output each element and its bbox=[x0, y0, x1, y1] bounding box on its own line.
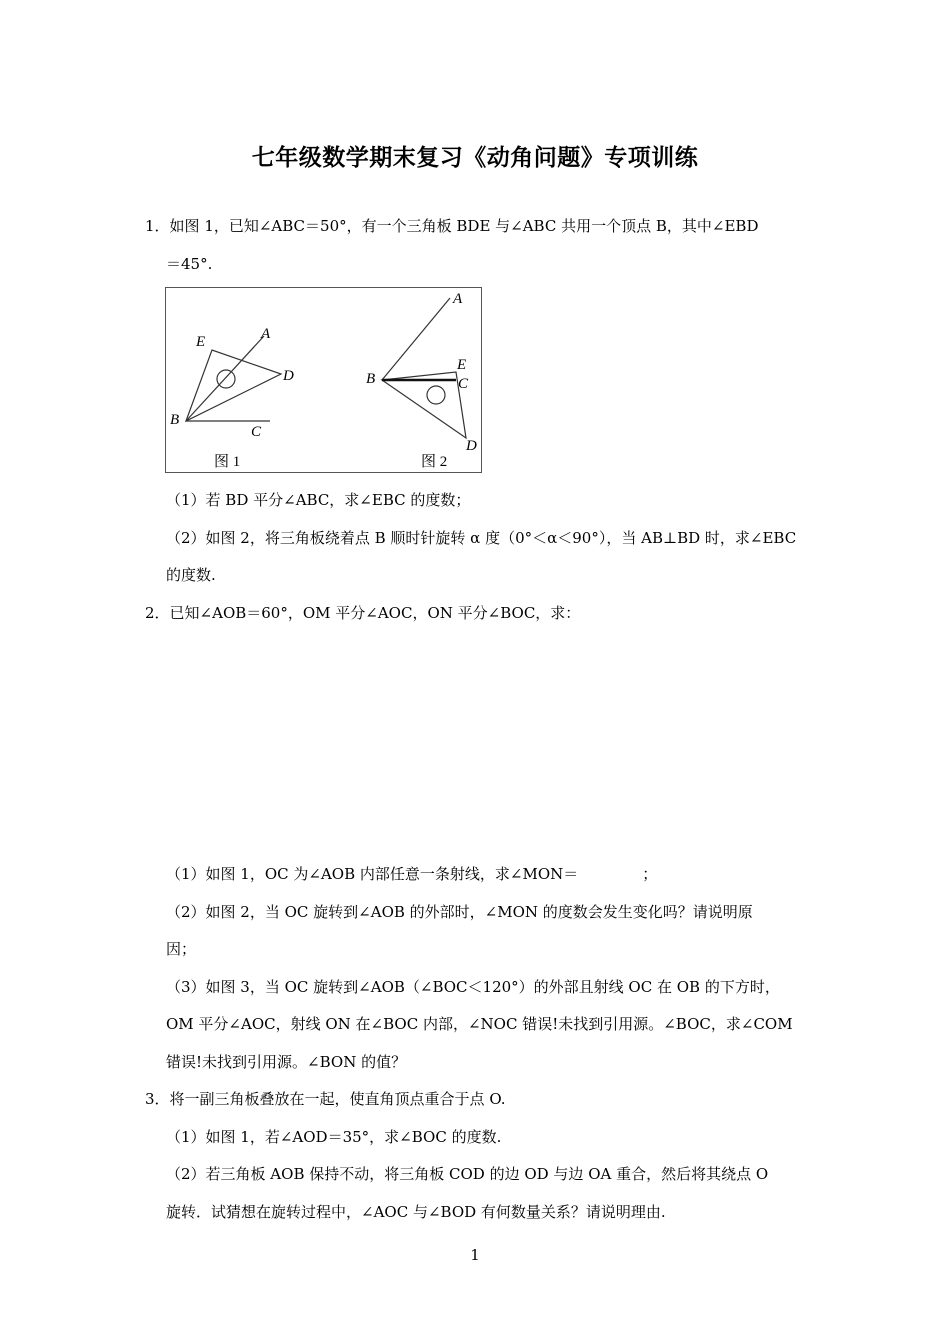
q2-part3-line2: OM 平分∠AOC，射线 ON 在∠BOC 内部，∠NOC 错误!未找到引用源。∠BOC，求∠COM bbox=[166, 1015, 793, 1033]
page-title: 七年级数学期末复习《动角问题》专项训练 bbox=[251, 145, 699, 171]
fig1-label-D: D bbox=[283, 368, 294, 384]
fig1-label-C: C bbox=[251, 424, 262, 440]
fig1-label-A: A bbox=[261, 326, 271, 342]
q3-line1 bbox=[145, 1089, 506, 1109]
q2-part3-line3: 错误!未找到引用源。∠BON 的值？ bbox=[166, 1053, 407, 1071]
q1-number: 1． bbox=[145, 217, 170, 235]
q1-part2-line1: （2）如图 2，将三角板绕着点 B 顺时针旋转 α 度（0°＜α＜90°），当 AB⊥BD 时，求∠EBC bbox=[166, 529, 797, 547]
q2-part2-line1: （2）如图 2，当 OC 旋转到∠AOB 的外部时，∠MON 的度数会发生变化吗？请说明原 bbox=[166, 903, 753, 921]
q1-line2: ＝45°. bbox=[166, 255, 213, 273]
fig2-label-A: A bbox=[453, 291, 463, 307]
q2-part3-line1: （3）如图 3，当 OC 旋转到∠AOB（∠BOC＜120°）的外部且射线 OC 在 OB 的下方时， bbox=[166, 978, 780, 996]
q2-stem: 已知∠AOB＝60°，OM 平分∠AOC，ON 平分∠BOC，求： bbox=[169, 604, 581, 622]
q1-part2-line2: 的度数. bbox=[166, 566, 216, 584]
fig2-label-D: D bbox=[466, 438, 477, 454]
page-number: 1 bbox=[470, 1246, 480, 1264]
fig1-caption: 图 1 bbox=[214, 454, 241, 470]
q1-figure bbox=[165, 287, 482, 473]
q2-part1-end: ； bbox=[642, 865, 658, 883]
q2-part2-line2: 因； bbox=[166, 940, 197, 958]
q2-number: 2． bbox=[145, 604, 170, 622]
q2-line1 bbox=[145, 603, 580, 623]
q1-line1 bbox=[145, 216, 758, 236]
q3-number: 3． bbox=[145, 1090, 170, 1108]
fig2-label-B: B bbox=[366, 371, 376, 387]
q2-part1 bbox=[166, 864, 657, 884]
fig2-label-E: E bbox=[457, 357, 467, 373]
q2-part1-text: （1）如图 1，OC 为∠AOB 内部任意一条射线，求∠MON＝ bbox=[166, 865, 579, 883]
q3-part1: （1）如图 1，若∠AOD＝35°，求∠BOC 的度数. bbox=[166, 1128, 502, 1146]
fig1-label-E: E bbox=[196, 334, 206, 350]
fig2-label-C: C bbox=[458, 376, 469, 392]
q1-figure-drawing bbox=[166, 288, 481, 472]
fig2-caption: 图 2 bbox=[421, 454, 448, 470]
q3-stem: 将一副三角板叠放在一起，使直角顶点重合于点 O. bbox=[169, 1090, 506, 1108]
q1-stem: 如图 1，已知∠ABC＝50°，有一个三角板 BDE 与∠ABC 共用一个顶点 B，其中∠EBD bbox=[169, 217, 759, 235]
q3-part2-line2: 旋转．试猜想在旋转过程中，∠AOC 与∠BOD 有何数量关系？请说明理由. bbox=[166, 1203, 666, 1221]
q1-part1: （1）若 BD 平分∠ABC，求∠EBC 的度数； bbox=[166, 491, 471, 509]
q3-part2-line1: （2）若三角板 AOB 保持不动，将三角板 COD 的边 OD 与边 OA 重合，然后将其绕点 O bbox=[166, 1165, 769, 1183]
fig1-label-B: B bbox=[170, 412, 180, 428]
